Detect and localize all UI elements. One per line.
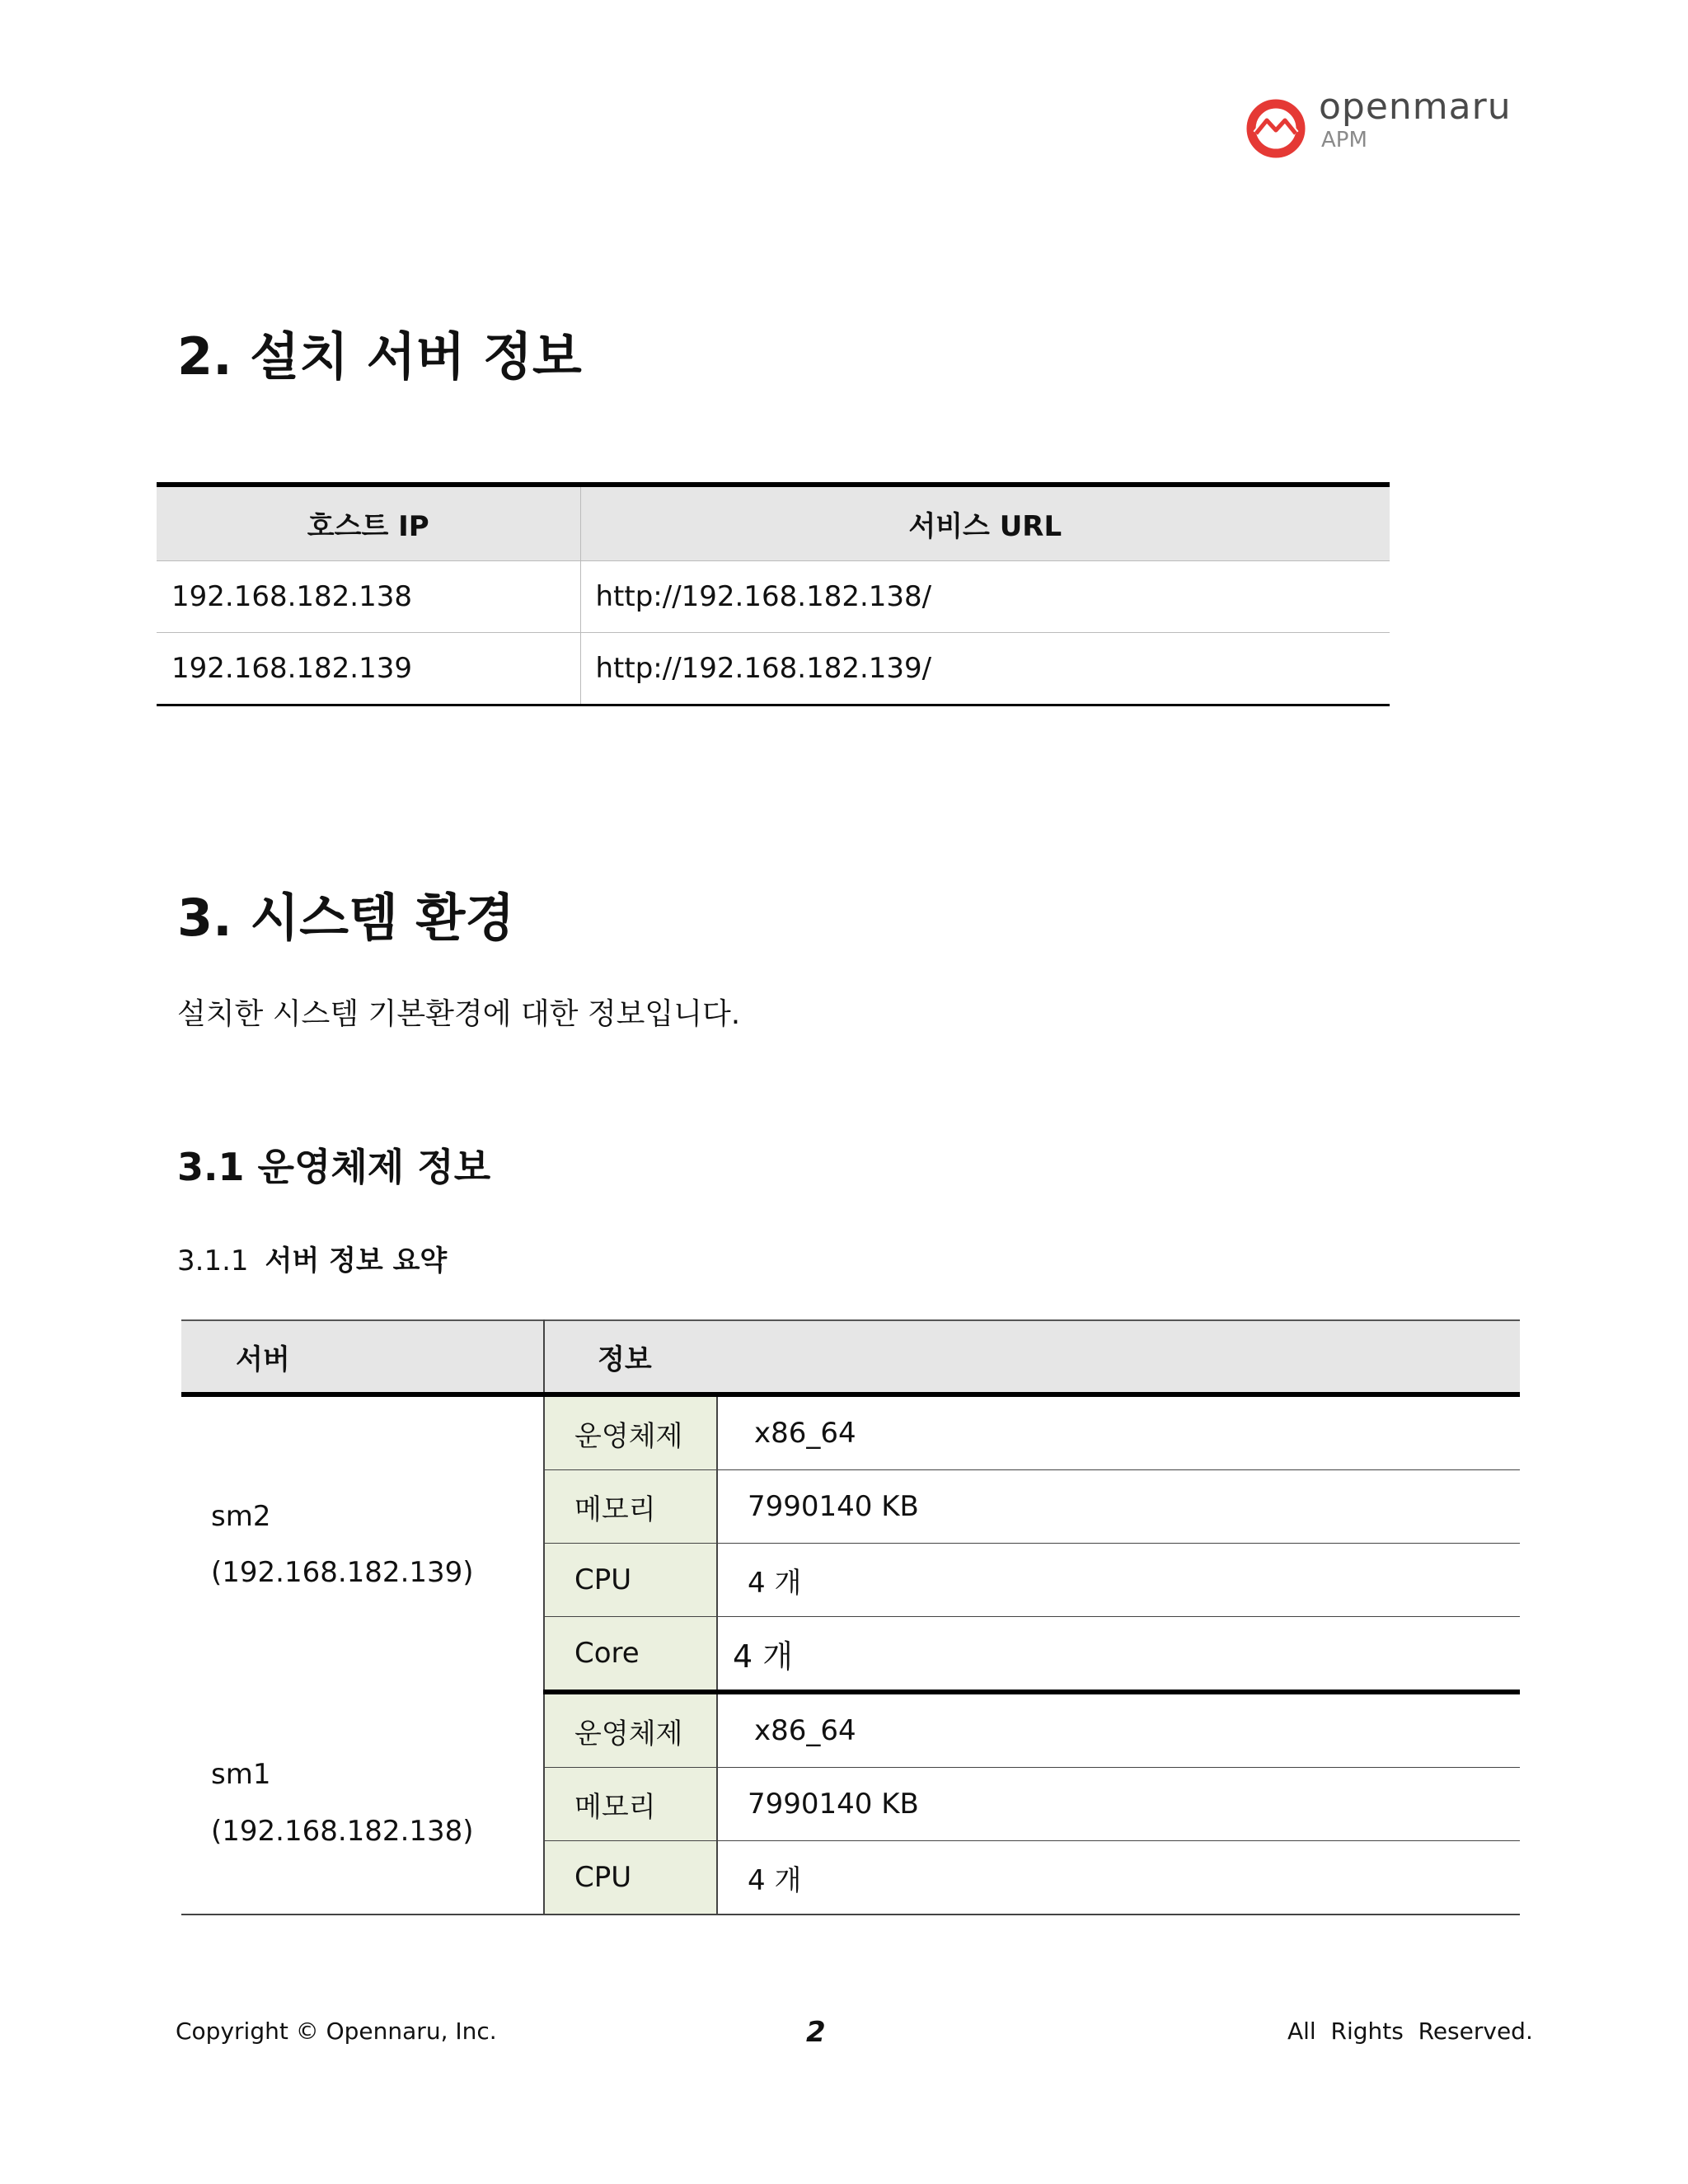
- section-3-1-heading: 3.1 운영체제 정보: [177, 1145, 491, 1189]
- host-ip-cell: 192.168.182.139: [157, 633, 580, 705]
- host-ip-cell: 192.168.182.138: [157, 561, 580, 633]
- info-value: 4 개: [717, 1841, 1520, 1915]
- footer-copyright: Copyright © Opennaru, Inc.: [176, 2018, 497, 2045]
- info-value: 7990140 KB: [717, 1470, 1520, 1544]
- section-3-1-1-title: 서버 정보 요약: [265, 1244, 448, 1277]
- table-row: [181, 1692, 1520, 1768]
- info-label: CPU: [544, 1841, 717, 1915]
- header-service-url: 서비스 URL: [580, 485, 1390, 561]
- info-label: 메모리: [544, 1470, 717, 1544]
- info-label: 운영체제: [544, 1394, 717, 1470]
- server-ip: (192.168.182.139): [211, 1556, 474, 1589]
- table-row: [181, 1394, 1520, 1470]
- footer-page-number: 2: [806, 2016, 826, 2049]
- info-value: 4 개: [717, 1617, 1520, 1693]
- server-summary-table: [181, 1319, 1520, 1915]
- table-row: [157, 633, 1390, 705]
- server-ip: (192.168.182.138): [211, 1814, 474, 1848]
- info-label: CPU: [544, 1544, 717, 1617]
- table-row: [157, 561, 1390, 633]
- server-name: sm2: [211, 1499, 271, 1533]
- product-name: APM: [1321, 128, 1367, 152]
- info-label: 메모리: [544, 1768, 717, 1841]
- install-server-table: [157, 482, 1390, 706]
- server-cell-sm1: [181, 1692, 544, 1915]
- openmaru-logo-icon: [1245, 97, 1307, 160]
- service-url-cell: http://192.168.182.139/: [580, 633, 1390, 705]
- info-value: 4 개: [717, 1544, 1520, 1617]
- info-value: x86_64: [717, 1394, 1520, 1470]
- footer-rights: All Rights Reserved.: [1287, 2018, 1533, 2045]
- section-3-heading: 3. 시스템 환경: [177, 888, 515, 948]
- section-3-intro: 설치한 시스템 기본환경에 대한 정보입니다.: [177, 997, 741, 1031]
- section-3-1-1-heading: [177, 1244, 448, 1277]
- info-label: Core: [544, 1617, 717, 1693]
- info-value: 7990140 KB: [717, 1768, 1520, 1841]
- info-label: 운영체제: [544, 1692, 717, 1768]
- service-url-cell: http://192.168.182.138/: [580, 561, 1390, 633]
- brand-name: openmaru: [1319, 86, 1512, 128]
- header-server: 서버: [181, 1320, 544, 1394]
- header-info: 정보: [544, 1320, 1520, 1394]
- section-3-1-1-number: 3.1.1: [177, 1244, 249, 1277]
- header-host-ip: 호스트 IP: [157, 485, 580, 561]
- server-cell-sm2: [181, 1394, 544, 1692]
- section-2-heading: 2. 설치 서버 정보: [177, 326, 582, 387]
- server-name: sm1: [211, 1758, 271, 1791]
- info-value: x86_64: [717, 1692, 1520, 1768]
